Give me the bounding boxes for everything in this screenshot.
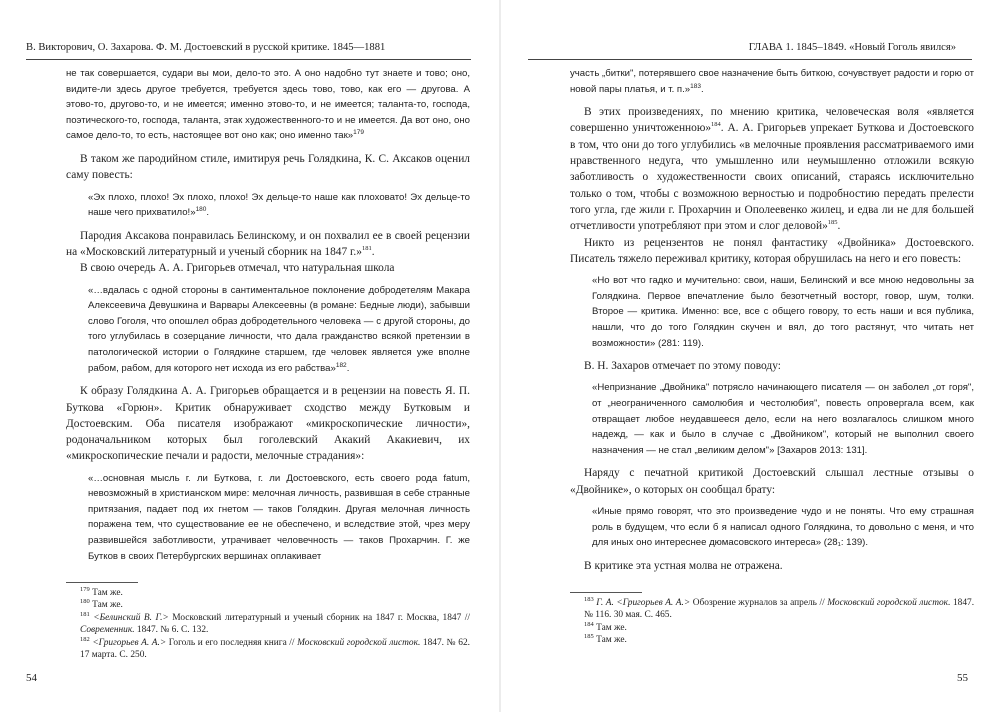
footnote: $^{179}$ Там же. xyxy=(80,585,123,598)
footnote-rule xyxy=(570,592,642,593)
footnote: $^{182}$ <Григорьев А. А.> Гоголь и его последняя книга // Московский городской листок. 1847. № 62. 17 марта. С. 250. xyxy=(80,635,471,661)
quote-block: «Иные прямо говорят, что это произведение чудо и не поняты. Что ему страшная роль в будущем, что если б я написал одного Голядкина, то довольно с меня, и что для иных оно интереснее дюмасовского интереса» (28₁: 139). xyxy=(592,505,974,549)
right-body xyxy=(570,66,974,574)
footnote: $^{184}$ Там же. xyxy=(584,620,627,633)
footnote-rule xyxy=(66,582,138,583)
paragraph: В. Н. Захаров отмечает по этому поводу: xyxy=(584,360,781,373)
right-running-head: ГЛАВА 1. 1845–1849. «Новый Гоголь явился» xyxy=(748,42,956,53)
paragraph: Никто из рецензентов не понял фантастику «Двойника» Достоевского. Писатель тяжело переживал критику, которая обрушилась на него и его повесть: xyxy=(570,236,974,265)
paragraph: В критике эта устная молва не отражена. xyxy=(584,559,783,572)
quote-block: «Непризнание „Двойника" потрясло начинающего писателя — он заболел „от горя", от „неограниченного самолюбия и честолюбия", повесть опровергала всем, как отвращает любое неудавшееся дело, если на него возлагалось слишком много надежд, — как и было в случае с „Двойником", который не выполнил своего назначения — не стал „великим делом"» [Захаров 2013: 131]. xyxy=(592,382,974,456)
quote-block: «…основная мысль г. ли Буткова, г. ли Достоевского, есть своего рода fatum, невозможный в христианском мире: мелочная личность, развившая в себе странные притязания, падает под их гнетом — таков Голядкин. Другая мелочная личность поражена тем, что существование ее не обеспечено, и вследствие этой, чрез меру развившейся заботливости, утрачивает человечность — таков Прохарчин. Г. же Бутков в своих Петербургских вершинах оплакивает xyxy=(88,472,470,562)
paragraph: Пародия Аксакова понравилась Белинскому, и он похвалил ее в своей рецензии на «Московский литературный и ученый сборник на 1847 г.»$^{181}$. xyxy=(66,229,470,259)
quote-block: не так совершается, судари вы мои, дело-то это. А оно надобно тут знаете и тово; оно, видите-ли здесь другое требуется, требуется здесь тово, тово, как его — другова. А этово-то, другово-то, и не имеется; именно этово-то, и не имеется; таланта-то, господа, поэтического-то, господа, таланта, этак художественного-то и не имеется. Да вот оно, оно самое дело-то, то есть, настоящее вот оно как; оно именно так»$^{179}$ xyxy=(66,68,470,142)
paragraph: В этих произведениях, по мнению критика, человеческая воля «является совершенно уничтоженною»$^{184}$. А. А. Григорьев упрекает Буткова и Достоевского в том, что они до того углубились «в мелочные проявления рассматриваемого ими нравственного недуга, что умышленно или неумышленно отложили всякую заботливость о художественности своих описаний, стараясь исключительно только о том, чтобы с возможною верностью и подробностию передать прелести того угла, где жили г. Прохарчин и Ополеевенко жилец, и едва ли не для большей отчетливости употребляют при этом и слог деловой»$^{185}$. xyxy=(570,106,974,233)
left-body xyxy=(66,66,470,571)
footnote: $^{181}$ <Белинский В. Г.> Московский литературный и ученый сборник на 1847 г. Москва, 1847 // Современник. 1847. № 6. С. 132. xyxy=(80,610,471,636)
right-page-number: 55 xyxy=(957,672,968,684)
right-page xyxy=(500,0,1000,712)
paragraph: В таком же пародийном стиле, имитируя речь Голядкина, К. С. Аксаков оценил саму повесть: xyxy=(66,152,470,182)
footnote: $^{180}$ Там же. xyxy=(80,598,123,611)
right-head-rule xyxy=(528,59,972,60)
footnote: $^{183}$ Г. А. <Григорьев А. А.> Обозрение журналов за апрель // Московский городской листок. 1847. № 116. 30 мая. С. 465. xyxy=(584,595,975,621)
paragraph: Наряду с печатной критикой Достоевский слышал лестные отзывы о «Двойнике», о которых он сообщал брату: xyxy=(570,467,974,496)
left-running-head: В. Викторович, О. Захарова. Ф. М. Достоевский в русской критике. 1845—1881 xyxy=(26,42,386,53)
quote-block: участь „битки", потерявшего свое назначение быть биткою, сочувствует радости и горю от новой пары платья, и т. п.»$^{183}$. xyxy=(570,68,974,95)
paragraph: В свою очередь А. А. Григорьев отмечал, что натуральная школа xyxy=(80,262,395,275)
quote-block: «Эх плохо, плохо! Эх плохо, плохо! Эх дельце-то наше как плоховато! Эх дельце-то наше чего прихватило!»$^{180}$. xyxy=(88,191,470,219)
right-footnotes xyxy=(570,592,974,647)
footnote: $^{185}$ Там же. xyxy=(584,633,627,646)
left-page-number: 54 xyxy=(26,672,37,684)
left-footnotes xyxy=(66,582,470,661)
quote-block: «…вдалась с одной стороны в сантиментальное поклонение добродетелям Макара Алексеевича Девушкина и Варвары Алексеевны (в романе: Бедные люди), забывши слово Гоголя, что опошлел образ добродетельного человека — с другой стороны, до того углубилась в созерцание личности, что дала гражданство всякой претензии в патологической истории о Голядкине старшем, где человек является уже вполне рабом, рабом, для которого нет исхода из его рабства»$^{182}$. xyxy=(88,284,470,374)
left-head-rule xyxy=(26,59,471,60)
paragraph: К образу Голядкина А. А. Григорьев обращается и в рецензии на повесть Я. П. Буткова «Горюн». Критик обнаруживает сходство между Бутковым и Достоевским. Оба писателя изображают «микроскопические личности», родоначальником которых был гоголевский Акакий Акакиевич, их «микроскопические печали и радости, мелочные страдания»: xyxy=(66,385,470,463)
quote-block: «Но вот что гадко и мучительно: свои, наши, Белинский и все мною недовольны за Голядкина. Первое впечатление было безотчетный восторг, говор, шум, толки. Второе — критика. Именно: все, все с общего говору, то есть наши и вся публика, нашли, что до того Голядкин скучен и вял, до того растянут, что читать нет возможности» (281: 119). xyxy=(592,275,974,349)
